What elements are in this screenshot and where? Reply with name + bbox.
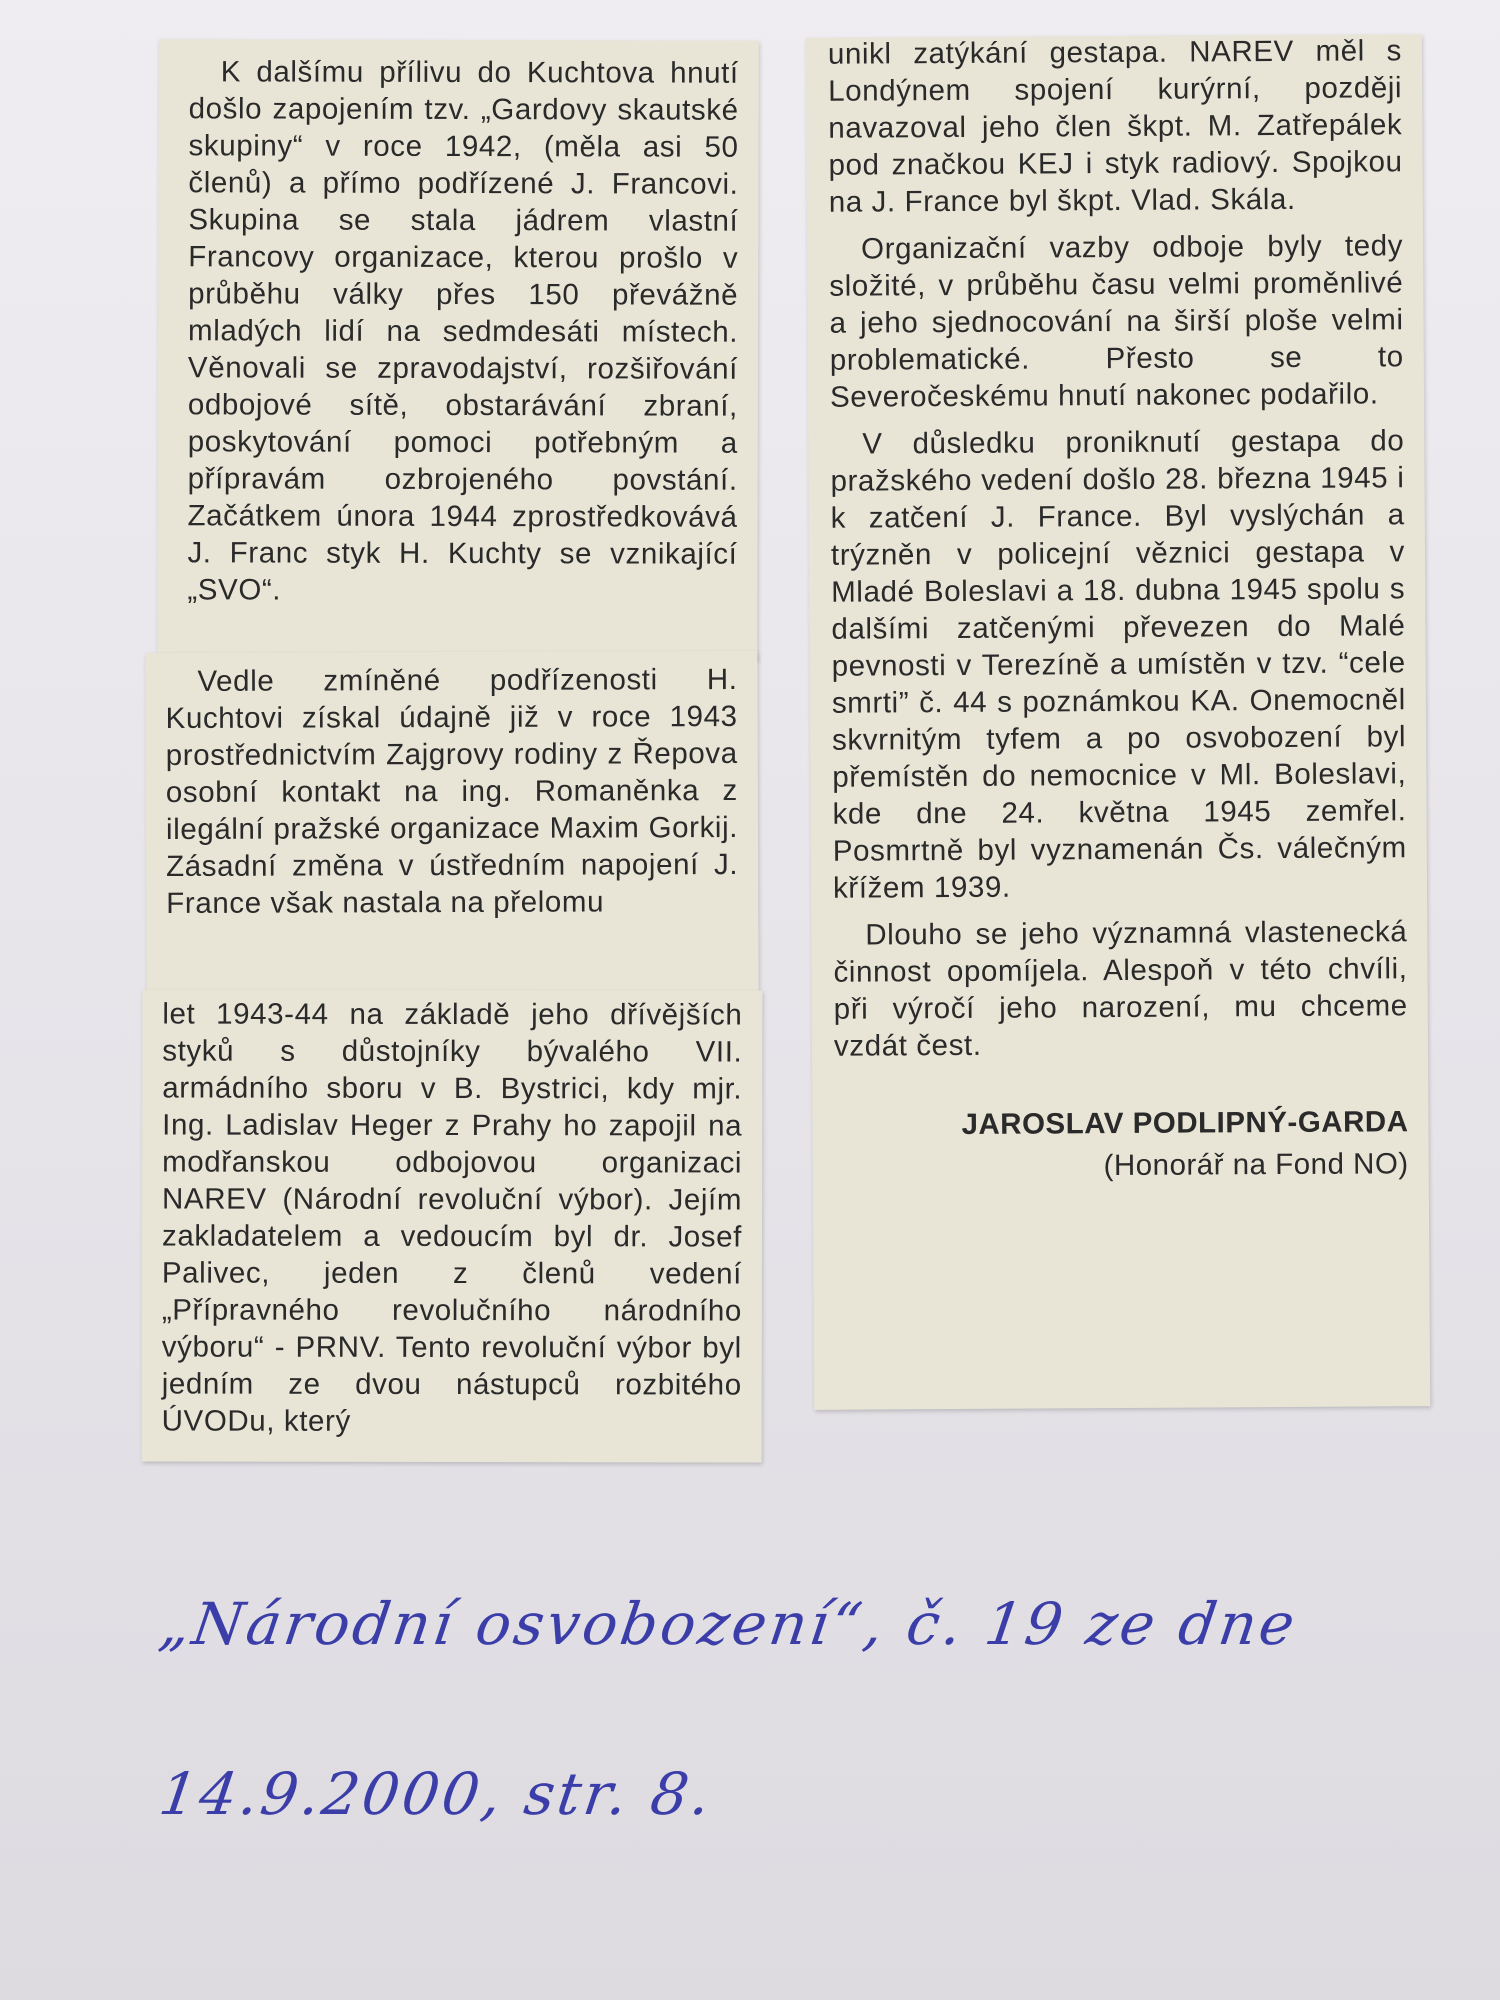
handwritten-source-line-1: „Národní osvobození“, č. 19 ze dne	[155, 1590, 1302, 1658]
clipping-left-middle	[145, 651, 758, 998]
author-name: JAROSLAV PODLIPNÝ-GARDA	[961, 1105, 1409, 1141]
article-paragraph: Organizační vazby odboje byly tedy složité, v průběhu času velmi proměnlivé a jeho sjednocování na širší ploše velmi problematické. Přesto se to Severočeskému hnutí nakonec podařilo.	[829, 229, 1404, 414]
clipping-left-bottom	[142, 989, 763, 1462]
article-paragraph: Vedle zmíněné podřízenosti H. Kuchtovi získal údajně již v roce 1943 prostřednictvím Zajgrovy rodiny z Řepova osobní kontakt na ing. Romaněnka z ilegální pražské organizace Maxim Gorkij. Zásadní změna v ústředním napojení J. France však nastala na přelomu	[165, 663, 739, 920]
handwritten-source-line-2: 14.9.2000, str. 8.	[155, 1760, 718, 1828]
article-paragraph: unikl zatýkání gestapa. NAREV měl s Londýnem spojení kurýrní, později navazoval jeho člen škpt. M. Zatřepálek pod značkou KEJ i styk radiový. Spojkou na J. France byl škpt. Vlad. Skála.	[827, 34, 1403, 219]
article-paragraph: Dlouho se jeho významná vlastenecká činnost opomíjela. Alespoň v této chvíli, při výročí jeho narození, mu chceme vzdát čest.	[833, 915, 1408, 1063]
article-paragraph: K dalšímu přílivu do Kuchtova hnutí došlo zapojením tzv. „Gardovy skautské skupiny“ v roce 1942, (měla asi 50 členů) a přímo podřízené J. Francovi. Skupina se stala jádrem vlastní Francovy organizace, kterou prošlo v průběhu války přes 150 převážně mladých lidí na sedmdesáti místech. Věnovali se zpravodajství, rozšiřování odbojové sítě, obstarávání zbraní, poskytování pomoci potřebným a přípravám ozbrojeného povstání. Začátkem února 1944 zprostředkovává J. Franc styk H. Kuchty se vznikající „SVO“.	[187, 55, 739, 607]
author-note: (Honorář na Fond NO)	[1103, 1147, 1409, 1183]
clipping-left-top	[157, 39, 759, 661]
article-paragraph: V důsledku proniknutí gestapa do pražského vedení došlo 28. března 1945 i k zatčení J. France. Byl vyslýchán a trýzněn v policejní věznici gestapa v Mladé Boleslavi a 18. dubna 1945 spolu s dalšími zatčenými převezen do Malé pevnosti v Terezíně a umístěn v tzv. “cele smrti” č. 44 s poznámkou KA. Onemocněl skvrnitým tyfem a po osvobození byl přemístěn do nemocnice v Ml. Boleslavi, kde dne 24. května 1945 zemřel. Posmrtně byl vyznamenán Čs. válečným křížem 1939.	[830, 424, 1407, 905]
article-paragraph: let 1943-44 na základě jeho dřívějších styků s důstojníky bývalého VII. armádního sboru v B. Bystrici, kdy mjr. Ing. Ladislav Heger z Prahy ho zapojil na modřanskou odbojovou organizaci NAREV (Národní revoluční výbor). Jejím zakladatelem a vedoucím byl dr. Josef Palivec, jeden z členů vedení „Přípravného revolučního národního výboru“ - PRNV. Tento revoluční výbor byl jedním ze dvou nástupců rozbitého ÚVODu, který	[161, 997, 743, 1438]
clipping-right	[806, 34, 1430, 1410]
